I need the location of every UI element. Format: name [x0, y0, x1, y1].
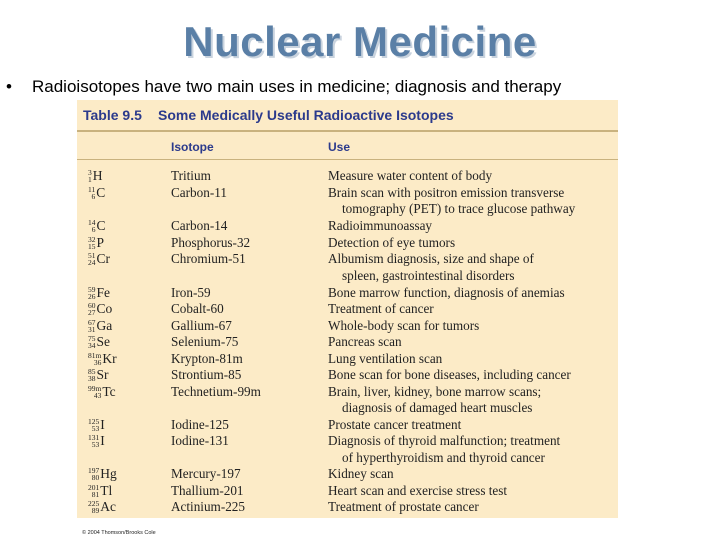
nuclide-numbers: [88, 286, 96, 300]
nuclide-numbers: [88, 467, 99, 481]
isotope-symbol: [88, 168, 138, 185]
isotope-table: [77, 100, 618, 518]
atomic-number: 89: [91, 506, 100, 515]
atomic-number: 43: [93, 390, 102, 400]
nuclide-numbers: [88, 302, 96, 316]
table-caption: [77, 100, 618, 128]
mass-number: 60: [88, 301, 96, 310]
atomic-number: 80: [91, 473, 100, 482]
use-line: Bone marrow function, diagnosis of anemias: [328, 284, 565, 300]
element-symbol: Ga: [96, 317, 113, 333]
caption-divider: [77, 130, 618, 132]
isotope-use: [328, 499, 618, 516]
isotope-symbol: [88, 351, 138, 368]
isotope-use: [328, 417, 618, 434]
isotope-symbol: [88, 384, 138, 401]
isotope-name: Technetium-99m: [171, 383, 261, 399]
isotope-name: Tritium: [171, 168, 211, 183]
mass-number: 3: [88, 168, 92, 177]
copyright-notice: © 2004 Thomson/Brooks Cole: [82, 530, 156, 536]
isotope-symbol: [88, 218, 138, 235]
element-symbol: Kr: [102, 350, 117, 366]
element-symbol: H: [92, 168, 103, 183]
isotope-use: [328, 318, 618, 335]
use-line-continued: spleen, gastrointestinal disorders: [342, 267, 515, 283]
isotope-symbol: [88, 235, 138, 252]
use-line-continued: diagnosis of damaged heart muscles: [342, 400, 533, 415]
use-line: Diagnosis of thyroid malfunction; treatment: [328, 433, 561, 448]
element-symbol: I: [100, 416, 105, 432]
mass-number: 51: [88, 251, 96, 260]
atomic-number: 38: [88, 374, 96, 383]
isotope-symbol: [88, 251, 138, 268]
mass-number: 67: [88, 317, 96, 327]
element-symbol: P: [96, 234, 105, 250]
element-symbol: Se: [96, 334, 110, 349]
atomic-number: 53: [91, 440, 100, 449]
element-symbol: C: [96, 218, 106, 233]
use-line: Radioimmunoassay: [328, 218, 433, 233]
isotope-name: Iodine-131: [171, 433, 229, 448]
isotope-name: Strontium-85: [171, 367, 242, 382]
isotope-name: Carbon-11: [171, 184, 227, 200]
table-title: Some Medically Useful Radioactive Isotopes: [158, 107, 454, 123]
isotope-name: Krypton-81m: [171, 350, 243, 366]
isotope-use: [328, 218, 618, 235]
element-symbol: Co: [96, 301, 113, 316]
mass-number: 225: [88, 499, 100, 508]
atomic-number: 24: [88, 258, 96, 267]
nuclide-numbers: [88, 219, 96, 233]
atomic-number: 15: [88, 241, 96, 251]
isotope-use: [328, 384, 618, 417]
use-line: Prostate cancer treatment: [328, 416, 462, 432]
nuclide-numbers: [88, 434, 99, 448]
isotope-use: [328, 433, 618, 466]
use-line: Measure water content of body: [328, 168, 493, 183]
isotope-use: [328, 251, 618, 284]
mass-number: 201: [88, 482, 100, 492]
use-line: Heart scan and exercise stress test: [328, 482, 508, 498]
isotope-name: Iodine-125: [171, 416, 229, 432]
nuclide-numbers: [88, 418, 99, 432]
element-symbol: C: [96, 184, 106, 200]
isotope-symbol: [88, 499, 138, 516]
mass-number: 11: [88, 184, 96, 194]
atomic-number: 26: [88, 291, 96, 301]
atomic-number: 6: [91, 225, 96, 234]
use-line: Treatment of prostate cancer: [328, 499, 479, 514]
nuclide-numbers: [88, 352, 101, 366]
atomic-number: 31: [88, 324, 96, 334]
atomic-number: 81: [91, 489, 100, 499]
isotope-use: [328, 466, 618, 483]
isotope-name: Mercury-197: [171, 466, 241, 481]
isotope-name: Cobalt-60: [171, 301, 224, 316]
use-line: Detection of eye tumors: [328, 234, 456, 250]
mass-number: 75: [88, 334, 96, 343]
nuclide-numbers: [88, 500, 99, 514]
bullet-point: [6, 77, 720, 97]
isotope-name: Gallium-67: [171, 317, 232, 333]
isotope-name: Thallium-201: [171, 482, 244, 498]
isotope-use: [328, 285, 618, 302]
nuclide-numbers: [88, 484, 99, 498]
isotope-use: [328, 185, 618, 218]
isotope-name: Selenium-75: [171, 334, 239, 349]
mass-number: 125: [88, 416, 100, 426]
element-symbol: Cr: [96, 251, 110, 266]
use-line: Bone scan for bone diseases, including cancer: [328, 367, 571, 382]
atomic-number: 6: [91, 191, 96, 201]
nuclide-numbers: [88, 335, 96, 349]
element-symbol: Tl: [100, 482, 113, 498]
mass-number: 32: [88, 234, 96, 244]
mass-number: 14: [88, 218, 96, 227]
isotope-symbol: [88, 417, 138, 434]
isotope-use: [328, 351, 618, 368]
isotope-symbol: [88, 301, 138, 318]
isotope-name: Iron-59: [171, 284, 211, 300]
isotope-use: [328, 334, 618, 351]
atomic-number: 34: [88, 341, 96, 350]
atomic-number: 1: [88, 175, 92, 184]
slide-title: Nuclear Medicine: [183, 18, 537, 65]
mass-number: 197: [88, 466, 100, 475]
isotope-symbol: [88, 285, 138, 302]
use-line: Whole-body scan for tumors: [328, 317, 480, 333]
isotope-use: [328, 367, 618, 384]
nuclide-numbers: [88, 236, 96, 250]
element-symbol: Tc: [102, 383, 116, 399]
use-line: Lung ventilation scan: [328, 350, 443, 366]
isotope-use: [328, 235, 618, 252]
isotope-name: Carbon-14: [171, 218, 228, 233]
use-line: Pancreas scan: [328, 334, 402, 349]
isotope-symbol: [88, 466, 138, 483]
isotope-name: Chromium-51: [171, 251, 246, 266]
element-symbol: I: [100, 433, 105, 448]
mass-number: 81m: [88, 350, 102, 360]
use-line: Brain, liver, kidney, bone marrow scans;: [328, 383, 542, 399]
nuclide-numbers: [88, 169, 92, 183]
mass-number: 131: [88, 433, 100, 442]
column-header-isotope: Isotope: [171, 140, 214, 154]
mass-number: 85: [88, 367, 96, 376]
nuclide-numbers: [88, 186, 95, 200]
mass-number: 59: [88, 284, 96, 294]
isotope-symbol: [88, 483, 138, 500]
atomic-number: 27: [88, 308, 96, 317]
header-divider: [77, 159, 618, 160]
bullet-marker: •: [6, 77, 12, 96]
use-line: Treatment of cancer: [328, 301, 434, 316]
element-symbol: Hg: [100, 466, 117, 481]
isotope-use: [328, 301, 618, 318]
use-line: Brain scan with positron emission transverse: [328, 184, 565, 200]
isotope-use: [328, 483, 618, 500]
atomic-number: 36: [93, 357, 102, 367]
nuclide-numbers: [88, 385, 101, 399]
isotope-symbol: [88, 334, 138, 351]
column-header-use: Use: [328, 140, 351, 154]
element-symbol: Fe: [96, 284, 110, 300]
element-symbol: Ac: [100, 499, 116, 514]
isotope-use: [328, 168, 618, 185]
nuclide-numbers: [88, 319, 96, 333]
mass-number: 99m: [88, 383, 102, 393]
nuclide-numbers: [88, 368, 96, 382]
isotope-symbol: [88, 433, 138, 450]
use-line: Albumism diagnosis, size and shape of: [328, 251, 534, 266]
isotope-name: Phosphorus-32: [171, 234, 251, 250]
use-line-continued: of hyperthyroidism and thyroid cancer: [342, 449, 545, 465]
table-number: Table 9.5: [83, 107, 142, 123]
isotope-symbol: [88, 367, 138, 384]
use-line-continued: tomography (PET) to trace glucose pathway: [342, 201, 576, 216]
nuclide-numbers: [88, 252, 96, 266]
isotope-symbol: [88, 318, 138, 335]
element-symbol: Sr: [96, 367, 109, 382]
atomic-number: 53: [91, 423, 100, 433]
isotope-name: Actinium-225: [171, 499, 245, 514]
bullet-text: Radioisotopes have two main uses in medicine; diagnosis and therapy: [32, 77, 562, 96]
use-line: Kidney scan: [328, 466, 394, 481]
isotope-symbol: [88, 185, 138, 202]
